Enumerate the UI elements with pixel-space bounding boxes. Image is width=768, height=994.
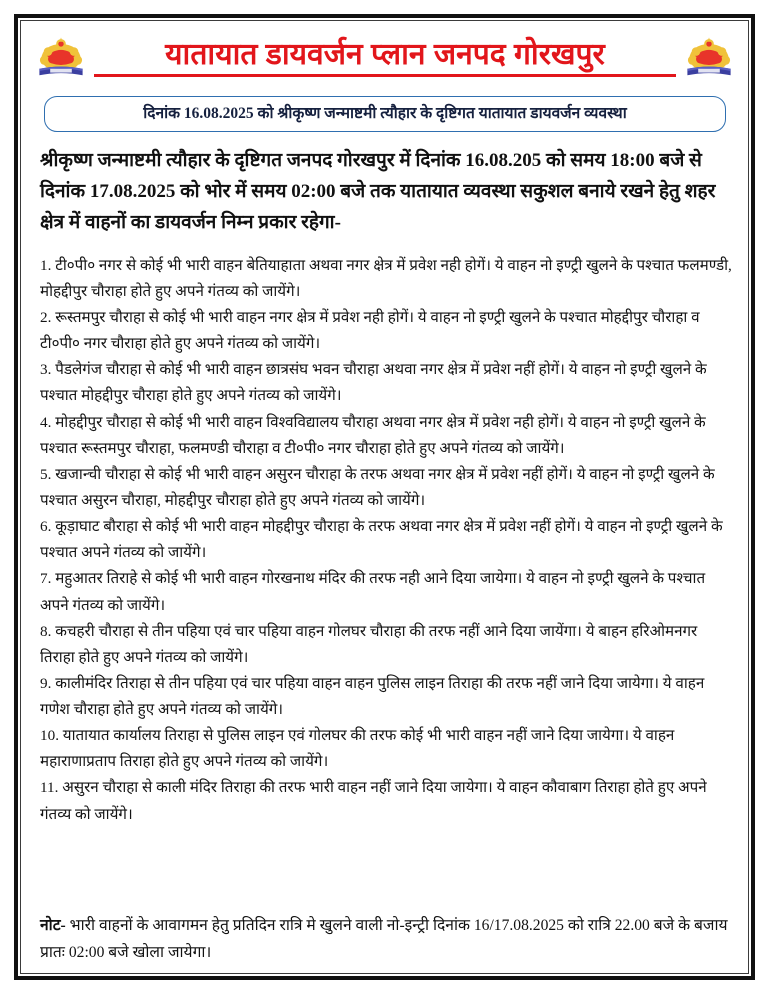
up-police-emblem-icon-left	[34, 31, 88, 85]
list-item: 3. पैडलेगंज चौराहा से कोई भी भारी वाहन छात्रसंघ भवन चौराहा अथवा नगर क्षेत्र में प्रवेश नहीं होगें। ये वाहन नो इण्ट्री खुलने के पश्चात मोहद्दीपुर चौराहा होते हुए अपने गंतव्य को जायेंगे।	[40, 361, 707, 405]
page-border-outer	[14, 14, 755, 980]
list-item: 1. टी०पी० नगर से कोई भी भारी वाहन बेतियाहाता अथवा नगर क्षेत्र में प्रवेश नही होगें। ये वाहन नो इण्ट्री खुलने के पश्चात फलमण्डी, मोहद्दीपुर चौराहा होते हुए अपने गंतव्य को जायेंगे।	[40, 256, 732, 300]
page-border-inner	[20, 20, 749, 974]
title-block	[94, 39, 676, 77]
document-header	[34, 27, 736, 85]
page-title: यातायात डायवर्जन प्लान जनपद गोरखपुर	[165, 37, 605, 71]
list-item: 5. खजान्ची चौराहा से कोई भी भारी वाहन असुरन चौराहा के तरफ अथवा नगर क्षेत्र में प्रवेश नहीं होगें। ये वाहन नो इण्ट्री खुलने के पश्चात असुरन चौराहा, मोहद्दीपुर चौराहा होते हुए अपने गंतव्य को जायेंगे।	[40, 465, 715, 509]
note-section	[40, 913, 732, 967]
diversion-list	[40, 253, 732, 898]
list-item: 6. कूड़ाघाट बौराहा से कोई भी भारी वाहन मोहद्दीपुर चौराहा के तरफ अथवा नगर क्षेत्र में प्रवेश नहीं होगें। ये वाहन नो इण्ट्री खुलने के पश्चात अपने गंतव्य को जायेंगे।	[40, 518, 723, 562]
note-label: नोट-	[40, 917, 66, 935]
list-item: 4. मोहद्दीपुर चौराहा से कोई भी भारी वाहन विश्वविद्यालय चौराहा अथवा नगर क्षेत्र में प्रवेश नही होगें। ये वाहन नो इण्ट्री खुलने के पश्चात रूस्तमपुर चौराहा, फलमण्डी चौराहा व टी०पी० नगर चौराहा होते हुए अपने गंतव्य को जायेंगे।	[40, 413, 706, 457]
list-item: 11. असुरन चौराहा से काली मंदिर तिराहा की तरफ भारी वाहन नहीं जाने दिया जायेगा। ये वाहन कौवाबाग तिराहा होते हुए अपने गंतव्य को जायेंगे।	[40, 779, 707, 823]
subtitle-text: दिनांक 16.08.2025 को श्रीकृष्ण जन्माष्टमी त्यौहार के दृष्टिगत यातायात डायवर्जन व्यवस्था	[143, 105, 627, 122]
subtitle-box	[44, 96, 726, 132]
list-item: 2. रूस्तमपुर चौराहा से कोई भी भारी वाहन नगर क्षेत्र में प्रवेश नही होगें। ये वाहन नो इण्ट्री खुलने के पश्चात मोहद्दीपुर चौराहा व टी०पी० नगर चौराहा होते हुए अपने गंतव्य को जायेंगे।	[40, 308, 700, 353]
list-item: 8. कचहरी चौराहा से तीन पहिया एवं चार पहिया वाहन गोलघर चौराहा की तरफ नहीं आने दिया जायेंगा। ये बाहन हरिओमनगर तिराहा होते हुए अपने गंतव्य को जायेंगे।	[40, 622, 698, 666]
list-item: 10. यातायात कार्यालय तिराहा से पुलिस लाइन एवं गोलघर की तरफ कोई भी भारी वाहन नहीं जाने दिया जायेगा। ये वाहन महाराणाप्रताप तिराहा होते हुए अपने गंतव्य को जायेंगे।	[40, 727, 675, 771]
list-item: 9. कालीमंदिर तिराहा से तीन पहिया एवं चार पहिया वाहन वाहन पुलिस लाइन तिराहा की तरफ नहीं जाने दिया जायेगा। ये वाहन गणेश चौराहा होते हुए अपने गंतव्य को जायेंगे।	[40, 674, 705, 719]
note-text: भारी वाहनों के आवागमन हेतु प्रतिदिन रात्रि मे खुलने वाली नो-इन्ट्री दिनांक 16/17.08.2025 को रात्रि 22.00 बजे के बजाय प्रातः 02:00 बजे खोला जायेगा।	[40, 917, 728, 962]
lead-paragraph: श्रीकृष्ण जन्माष्टमी त्यौहार के दृष्टिगत जनपद गोरखपुर में दिनांक 16.08.205 को समय 18:00 बजे से दिनांक 17.08.2025 को भोर में समय 02:00 बजे तक यातायात व्यवस्था सकुशल बनाये रखने हेतु शहर क्षेत्र में वाहनों का डायवर्जन निम्न प्रकार रहेगा-	[40, 150, 716, 233]
up-police-emblem-icon-right	[682, 31, 736, 85]
list-item: 7. महुआतर तिराहे से कोई भी भारी वाहन गोरखनाथ मंदिर की तरफ नही आने दिया जायेगा। ये वाहन नो इण्ट्री खुलने के पश्चात अपने गंतव्य को जायेंगे।	[40, 570, 706, 614]
title-underline-rule	[94, 74, 676, 77]
